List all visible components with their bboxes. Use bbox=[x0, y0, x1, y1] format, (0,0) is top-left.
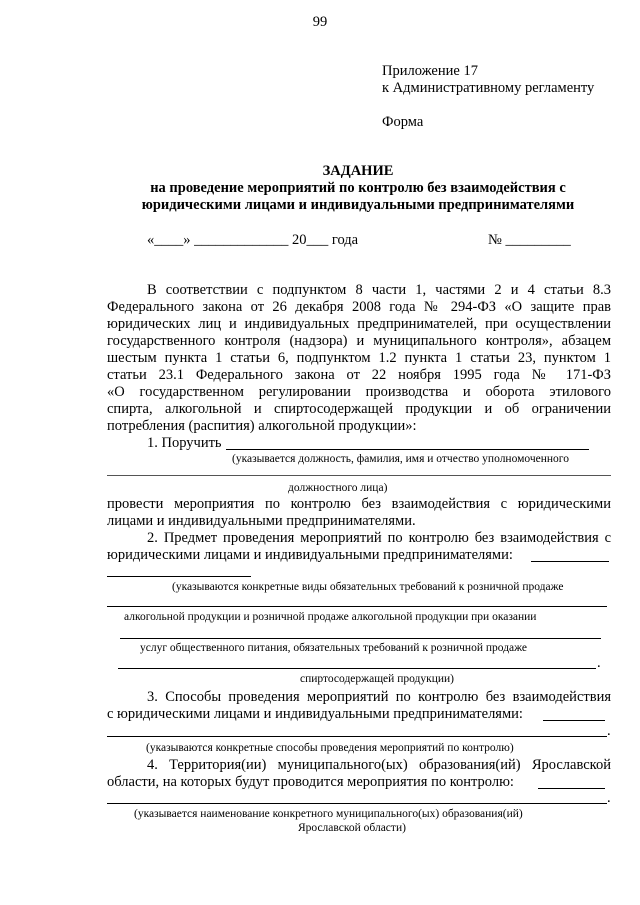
appendix-reference: к Административному регламенту bbox=[382, 80, 595, 96]
document-heading: ЗАДАНИЕ bbox=[322, 163, 394, 179]
item1-text: провести мероприятия по контролю без взаимодействия с юридическими bbox=[107, 496, 611, 512]
item2-hint: (указываются конкретные виды обязательных требований к розничной продаже bbox=[172, 581, 564, 593]
item1-text-continued: лицами и индивидуальными предпринимателями. bbox=[107, 513, 416, 529]
item2-blank-inline bbox=[531, 561, 609, 562]
preamble-line: юридических лиц и индивидуальных предпринимателей, при осуществлении bbox=[107, 316, 611, 332]
item3-blank-inline bbox=[543, 720, 605, 721]
document-subtitle-line2: юридическими лицами и индивидуальными предпринимателями bbox=[141, 197, 575, 213]
form-label: Форма bbox=[382, 114, 424, 130]
preamble-line: потребления (распития) алкогольной продукции»: bbox=[107, 418, 417, 434]
item3-period: . bbox=[607, 723, 611, 739]
item3-hint: (указываются конкретные способы проведения мероприятий по контролю) bbox=[146, 742, 514, 754]
preamble-line: Федерального закона от 26 декабря 2008 года № 294-ФЗ «О защите прав bbox=[107, 299, 611, 315]
preamble-line: «О государственном регулировании производства и оборота этилового bbox=[107, 384, 611, 400]
item2-blank-line-2 bbox=[107, 606, 607, 607]
item2-blank-line-3 bbox=[120, 638, 601, 639]
preamble-line: спирта, алкогольной и спиртосодержащей продукции и об ограничении bbox=[107, 401, 611, 417]
preamble-line: государственного контроля (надзора) и муниципального контроля», абзацем bbox=[107, 333, 611, 349]
item2-text-continued: юридическими лицами и индивидуальными предпринимателями: bbox=[107, 547, 513, 563]
item2-blank-line-4 bbox=[118, 668, 596, 669]
item4-text: 4. Территория(ии) муниципального(ых) образования(ий) Ярославской bbox=[147, 757, 611, 773]
item1-hint-continued: должностного лица) bbox=[288, 482, 388, 494]
number-field: № _________ bbox=[488, 232, 571, 248]
preamble-line: В соответствии с подпунктом 8 части 1, частями 2 и 4 статьи 8.3 bbox=[147, 282, 611, 298]
item2-hint-continued: спиртосодержащей продукции) bbox=[300, 673, 454, 685]
appendix-number: Приложение 17 bbox=[382, 63, 478, 79]
preamble-line: шестым пункта 1 статьи 6, подпунктом 1.2 пункта 1 статьи 23, пунктом 1 bbox=[107, 350, 611, 366]
item2-period: . bbox=[597, 655, 601, 671]
item3-text-continued: с юридическими лицами и индивидуальными предпринимателями: bbox=[107, 706, 523, 722]
item2-blank-line bbox=[107, 576, 251, 577]
preamble-line: статьи 23.1 Федерального закона от 22 ноября 1995 года № 171-ФЗ bbox=[107, 367, 611, 383]
item4-period: . bbox=[607, 790, 611, 806]
item4-blank-inline bbox=[538, 788, 605, 789]
page-number: 99 bbox=[312, 14, 328, 30]
date-field: «____» _____________ 20___ года bbox=[147, 232, 359, 248]
item1-blank-line bbox=[226, 449, 589, 450]
item2-text: 2. Предмет проведения мероприятий по контролю без взаимодействия с bbox=[147, 530, 611, 546]
item4-blank-line bbox=[107, 803, 607, 804]
item4-hint-continued: Ярославской области) bbox=[298, 822, 406, 834]
item1-blank-line-2 bbox=[107, 475, 611, 476]
item2-hint-continued: алкогольной продукции и розничной продаже алкогольной продукции при оказании bbox=[124, 611, 537, 623]
item2-hint-continued: услуг общественного питания, обязательных требований к розничной продаже bbox=[140, 642, 528, 654]
item4-hint: (указывается наименование конкретного муниципального(ых) образования(ий) bbox=[134, 808, 523, 820]
item3-text: 3. Способы проведения мероприятий по контролю без взаимодействия bbox=[147, 689, 611, 705]
item1-hint: (указывается должность, фамилия, имя и отчество уполномоченного bbox=[232, 453, 569, 465]
item4-text-continued: области, на которых будут проводится мероприятия по контролю: bbox=[107, 774, 514, 790]
item1-label: 1. Поручить bbox=[147, 435, 222, 451]
document-subtitle-line1: на проведение мероприятий по контролю без взаимодействия с bbox=[150, 180, 566, 196]
item3-blank-line bbox=[107, 736, 607, 737]
